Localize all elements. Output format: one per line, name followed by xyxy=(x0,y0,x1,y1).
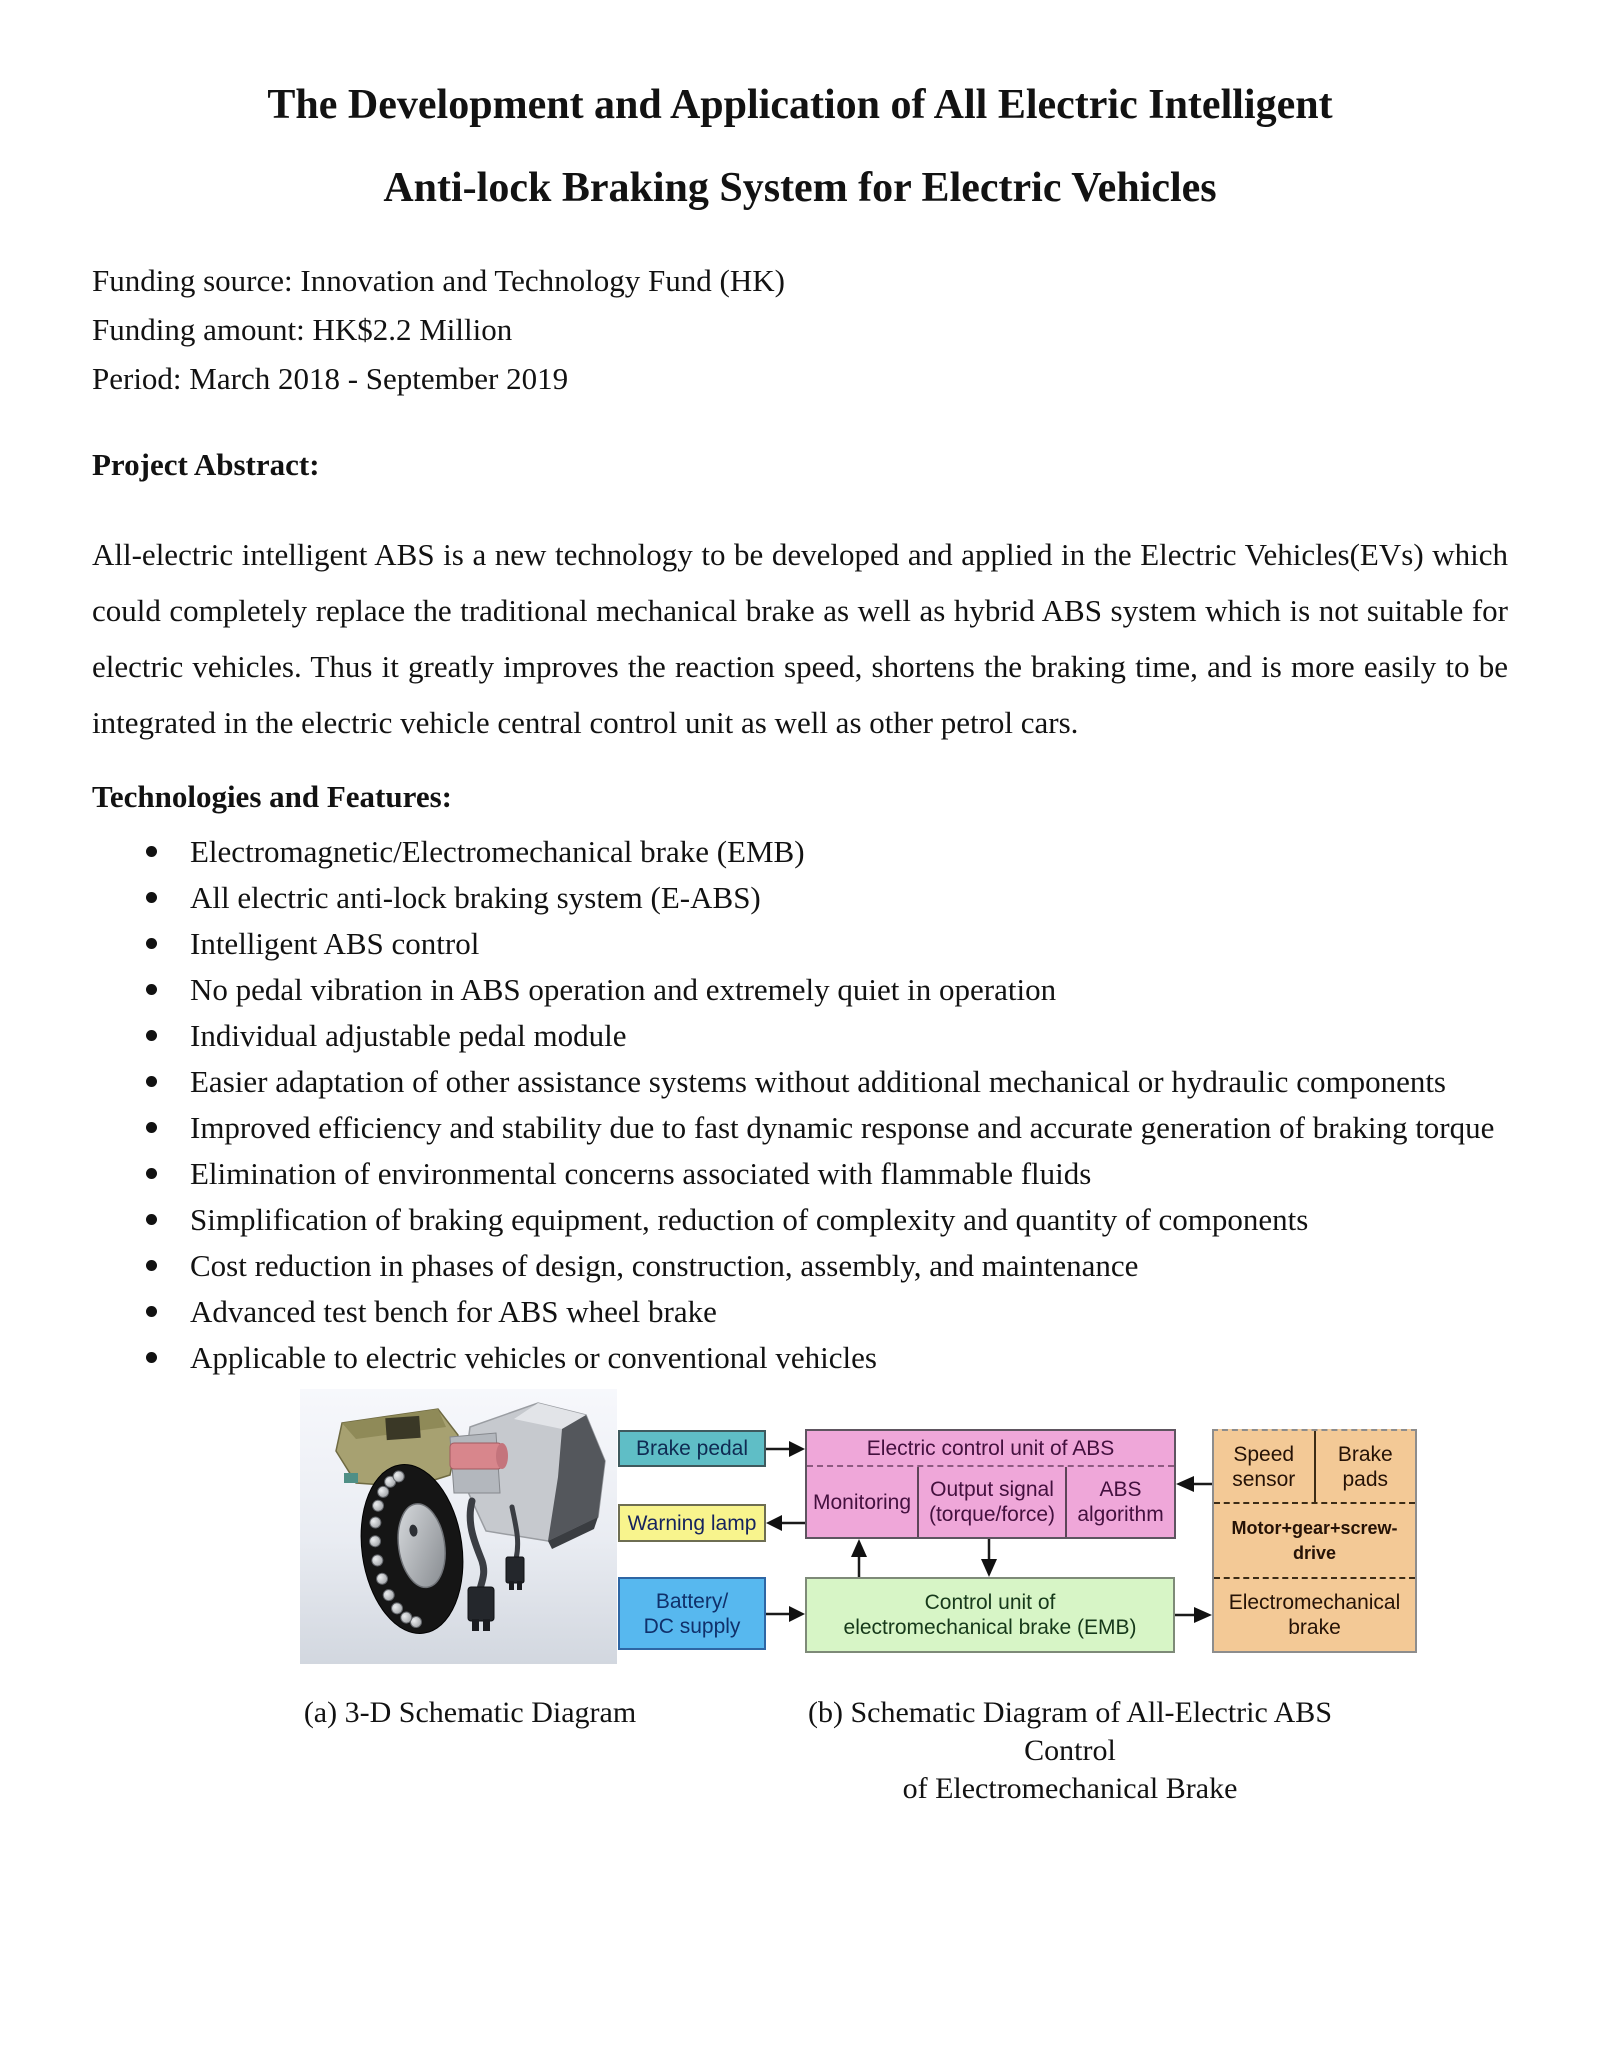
feature-item: Intelligent ABS control xyxy=(92,921,1508,967)
arrow-speed-sensor-to-ecu xyxy=(1176,1476,1212,1492)
battery-label-line1: Battery/ xyxy=(655,1589,729,1613)
figure-diagram xyxy=(0,1389,1600,1877)
abstract-heading: Project Abstract: xyxy=(92,447,320,482)
feature-item: Easier adaptation of other assistance systems without additional mechanical or hydraulic components xyxy=(92,1059,1508,1105)
arrow-emb-control-to-monitoring xyxy=(851,1539,867,1577)
feature-item: Improved efficiency and stability due to fast dynamic response and accurate generation of braking torque xyxy=(92,1105,1508,1151)
speed-sensor-cell xyxy=(1214,1431,1314,1502)
abs-algorithm-cell xyxy=(1065,1467,1174,1537)
emb-assembly-box xyxy=(1212,1429,1417,1653)
abs-algorithm-line2: algorithm xyxy=(1077,1503,1164,1526)
arrow-battery-to-emb-control xyxy=(766,1606,805,1622)
arrow-ecu-to-warning-lamp xyxy=(766,1515,805,1531)
speed-sensor-line2: sensor xyxy=(1232,1467,1296,1491)
emb-control-unit-box xyxy=(805,1577,1175,1653)
electromechanical-brake-cell xyxy=(1214,1579,1415,1651)
output-signal-line1: Output signal xyxy=(930,1478,1054,1501)
feature-item: All electric anti-lock braking system (E-ABS) xyxy=(92,875,1508,921)
monitoring-cell xyxy=(807,1467,917,1537)
title-line-2: Anti-lock Braking System for Electric Vehicles xyxy=(383,165,1217,211)
em-brake-line1: Electromechanical xyxy=(1228,1591,1401,1614)
arrow-output-signal-to-emb-control xyxy=(981,1539,997,1577)
funding-amount-line: Funding amount: HK$2.2 Million xyxy=(92,312,513,347)
caption-b-line1: (b) Schematic Diagram of All-Electric ABS Control xyxy=(807,1696,1333,1767)
features-heading: Technologies and Features: xyxy=(92,779,452,814)
emb-control-line1: Control unit of xyxy=(924,1591,1056,1614)
funding-meta xyxy=(92,256,1508,403)
ecu-abs-box xyxy=(805,1429,1176,1539)
brake-assembly-3d-image xyxy=(300,1389,617,1664)
ecu-title: Electric control unit of ABS xyxy=(807,1431,1174,1467)
speed-sensor-line1: Speed xyxy=(1233,1442,1295,1466)
motor-gear-screw-cell: Motor+gear+screw-drive xyxy=(1214,1504,1415,1579)
feature-item: Electromagnetic/Electromechanical brake (EMB) xyxy=(92,829,1508,875)
monitoring-label: Monitoring xyxy=(812,1490,912,1514)
brake-pads-line2: pads xyxy=(1342,1467,1389,1491)
brake-pads-line1: Brake xyxy=(1337,1442,1393,1466)
features-list xyxy=(92,829,1508,1381)
feature-item: Cost reduction in phases of design, construction, assembly, and maintenance xyxy=(92,1243,1508,1289)
brake-pedal-box xyxy=(618,1430,766,1467)
feature-item: Applicable to electric vehicles or conventional vehicles xyxy=(92,1335,1508,1381)
feature-item: Simplification of braking equipment, reduction of complexity and quantity of components xyxy=(92,1197,1508,1243)
period-line: Period: March 2018 - September 2019 xyxy=(92,361,569,396)
brake-pedal-label: Brake pedal xyxy=(635,1437,749,1460)
warning-lamp-box xyxy=(618,1504,766,1542)
feature-item: Advanced test bench for ABS wheel brake xyxy=(92,1289,1508,1335)
ecu-subunits xyxy=(807,1467,1174,1537)
arrow-emb-control-to-em-brake xyxy=(1175,1607,1212,1623)
em-brake-line2: brake xyxy=(1288,1616,1341,1639)
abs-algorithm-line1: ABS xyxy=(1099,1478,1142,1501)
funding-source-line: Funding source: Innovation and Technology Fund (HK) xyxy=(92,263,785,298)
title-line-1: The Development and Application of All Electric Intelligent xyxy=(267,82,1333,128)
abstract-paragraph: All-electric intelligent ABS is a new technology to be developed and applied in the Electric Vehicles(EVs) which could completely replace the traditional mechanical brake as well as hybrid ABS system which is not suitable for electric vehicles. Thus it greatly improves the reaction speed, shortens the braking time, and is more easily to be integrated in the electric vehicle central control unit as well as other petrol cars. xyxy=(92,537,1508,740)
feature-item: Elimination of environmental concerns associated with flammable fluids xyxy=(92,1151,1508,1197)
battery-label-line2: DC supply xyxy=(643,1614,741,1638)
warning-lamp-label: Warning lamp xyxy=(627,1511,757,1535)
feature-item: No pedal vibration in ABS operation and extremely quiet in operation xyxy=(92,967,1508,1013)
battery-dc-supply-box xyxy=(618,1577,766,1650)
feature-item: Individual adjustable pedal module xyxy=(92,1013,1508,1059)
caption-a: (a) 3-D Schematic Diagram xyxy=(303,1696,637,1729)
output-signal-cell xyxy=(917,1467,1065,1537)
caption-b-line2: of Electromechanical Brake xyxy=(902,1772,1238,1805)
arrow-brake-pedal-to-ecu xyxy=(766,1441,805,1457)
output-signal-line2: (torque/force) xyxy=(928,1503,1056,1526)
emb-control-line2: electromechanical brake (EMB) xyxy=(843,1616,1137,1639)
caption-b xyxy=(770,1694,1370,1808)
emb-assembly-top-row xyxy=(1214,1431,1415,1504)
brake-pads-cell xyxy=(1314,1431,1416,1502)
document-title xyxy=(92,0,1508,230)
